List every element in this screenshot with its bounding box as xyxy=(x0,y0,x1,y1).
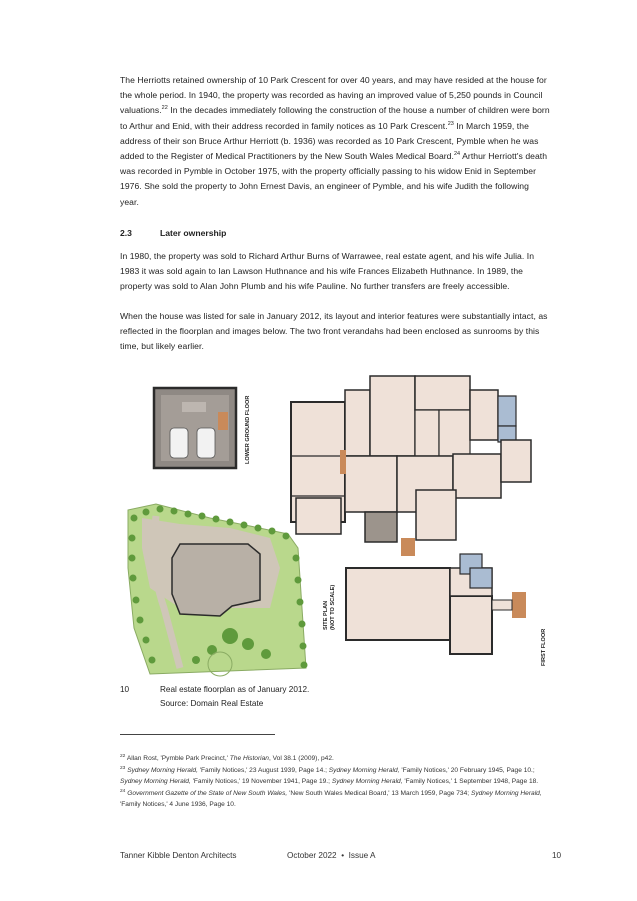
floorplan-figure xyxy=(120,368,547,676)
footnote-23 xyxy=(120,765,550,788)
footnote-text: 'Family Notices,' 4 June 1936, Page 10. xyxy=(120,801,236,809)
footnote-ref-22[interactable]: 22 xyxy=(161,105,168,112)
first-floor-label: FIRST FLOOR xyxy=(541,628,547,666)
footnote-text: 'Family Notices,' 23 August 1939, Page 14.; xyxy=(197,766,329,774)
paragraph-text: In the decades immediately following the construction of the house a number of children were born to Arthur and Enid, with their address recorded in family notices as 10 Park Crescent. xyxy=(120,105,550,131)
footer-issue xyxy=(287,851,375,860)
footnote-text: 'Family Notices,' 20 February 1945, Page 10.; xyxy=(399,766,535,774)
footnote-source-title: Sydney Morning Herald, xyxy=(328,766,400,774)
first-floor-plan xyxy=(346,554,526,654)
figure-number: 10 xyxy=(120,685,130,694)
footnote-text: Allan Rost, 'Pymble Park Precinct,' xyxy=(126,755,230,762)
footnote-ref-24[interactable]: 24 xyxy=(453,151,461,158)
footer-bullet: • xyxy=(341,851,345,860)
caption-line-2: Source: Domain Real Estate xyxy=(160,699,264,708)
footnote-source-title: Sydney Morning Herald, xyxy=(127,766,198,774)
footnote-text: 'Family Notices,' 19 November 1941, Page 19.; xyxy=(190,778,332,786)
footer-firm: Tanner Kibble Denton Architects xyxy=(120,851,237,860)
paragraph-2012-listing: When the house was listed for sale in January 2012, its layout and interior features were substantially intact, as reflected in the floorplan and images below. The two front verandahs had been enclosed as sunrooms by this time, but likely earlier. xyxy=(120,311,548,352)
site-plan-label: SITE PLAN(NOT TO SCALE) xyxy=(323,584,336,630)
section-heading xyxy=(120,228,226,238)
footer-date: October 2022 xyxy=(287,851,337,860)
page-number: 10 xyxy=(552,851,562,860)
section-title: Later ownership xyxy=(160,228,227,238)
caption-line-1: Real estate floorplan as of January 2012. xyxy=(160,685,310,694)
floorplan-image xyxy=(120,368,547,676)
footnote-ref-23[interactable]: 23 xyxy=(447,120,454,127)
footnote-source-title: Sydney Morning Herald, xyxy=(331,778,403,786)
footnotes xyxy=(120,753,550,811)
paragraph-later-ownership: In 1980, the property was sold to Richard Arthur Burns of Warrawee, real estate agent, and his wife Julia. In 1983 it was sold again to Ian Lawson Huthnance and his wife Frances Elizabeth Huthnance. In 1989, the property was sold to Alan John Plumb and his wife Pauline. No further transfers are freely accessible. xyxy=(120,251,535,292)
footnote-24 xyxy=(120,788,550,811)
footnote-number: 23 xyxy=(120,765,126,771)
footnote-source-title: The Historian xyxy=(229,755,269,762)
ground-floor-plan xyxy=(291,376,531,556)
lower-ground-label: LOWER GROUND FLOOR xyxy=(245,395,251,464)
footnote-source-title: Government Gazette of the State of New South Wales, xyxy=(127,789,288,797)
footnote-number: 22 xyxy=(120,753,126,759)
footnote-source-title: Sydney Morning Herald, xyxy=(470,789,542,797)
paragraph-text: Arthur Herriott's death was recorded in Pymble in October 1975, with the property officially passing to his widow Enid in September 1976. She sold the property to John Ernest Davis, an engineer of Pymble, and his wife Judith the following year. xyxy=(120,151,548,207)
footer-issue-label: Issue A xyxy=(348,851,376,860)
site-plan xyxy=(128,504,308,676)
paragraph-text: The Herriotts retained ownership of 10 Park Crescent for over 40 years, and may have resided at the house for the whole period. In 1940, the property was recorded as having an improved value of 5,250 pounds in Council valuations. xyxy=(120,75,547,116)
footnote-text: 'Family Notices,' 1 September 1948, Page 18. xyxy=(402,778,539,786)
footnote-number: 24 xyxy=(120,788,126,794)
section-number: 2.3 xyxy=(120,228,132,238)
paragraph-herriott-ownership xyxy=(120,73,550,210)
figure-caption-text xyxy=(160,683,410,711)
footnote-22 xyxy=(120,753,550,765)
paragraph-text: In March 1959, the address of their son Bruce Arthur Herriott (b. 1936) was recorded as 10 Park Crescent, Pymble when he was added to the Register of Medical Practitioners by the New South Wales Medical Board. xyxy=(120,120,539,162)
footnote-divider xyxy=(120,734,275,735)
footnote-text: 'New South Wales Medical Board,' 13 March 1959, Page 734; xyxy=(287,789,471,797)
lower-ground-garage xyxy=(154,388,236,468)
footnote-source-title: Sydney Morning Herald, xyxy=(120,778,191,786)
footnote-text: , Vol 38.1 (2009), p42. xyxy=(268,755,334,762)
